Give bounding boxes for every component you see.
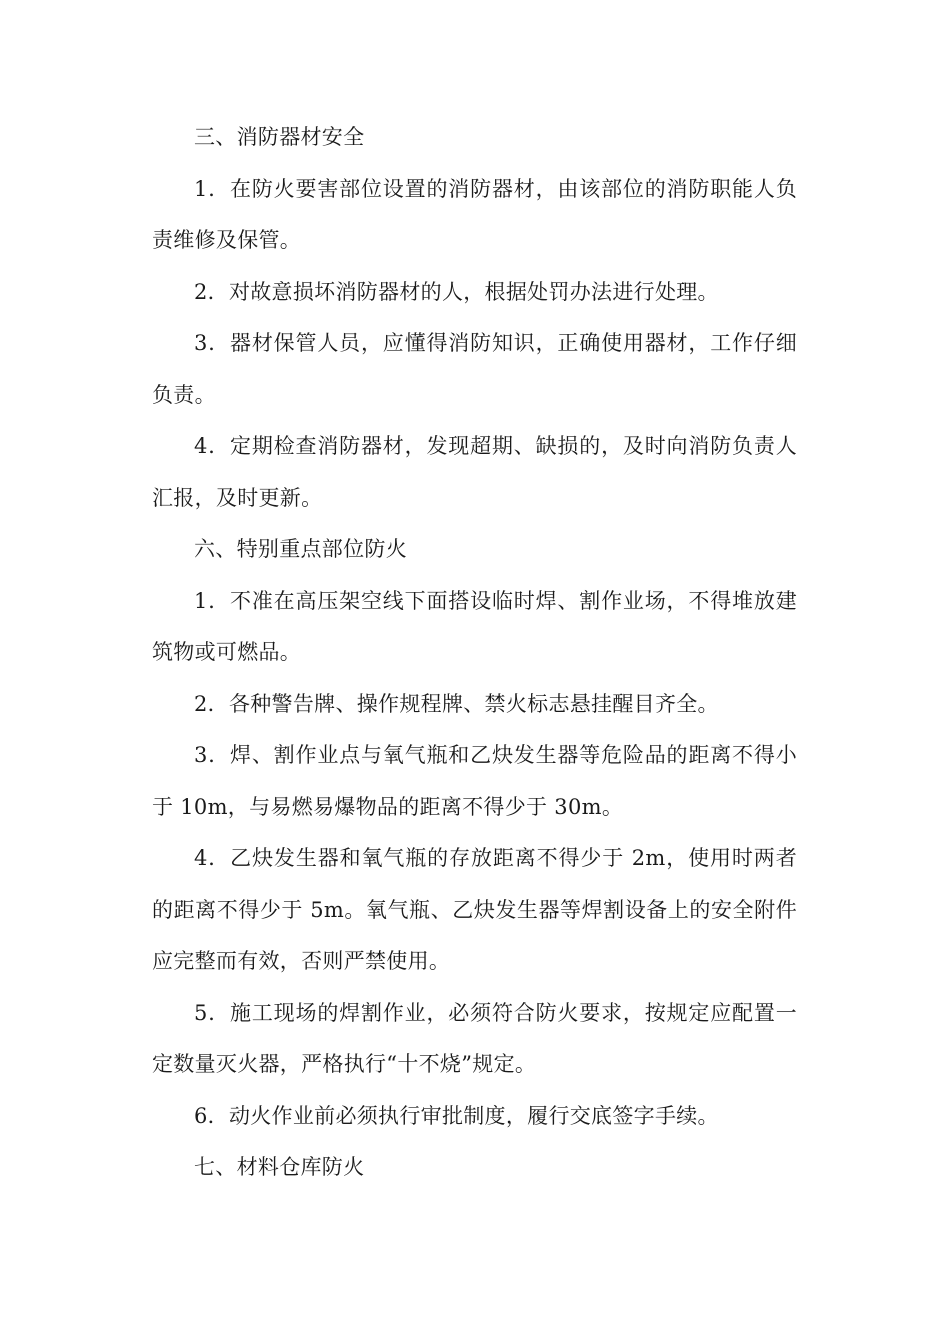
paragraph-item: 1．不准在高压架空线下面搭设临时焊、割作业场，不得堆放建筑物或可燃品。 — [152, 588, 797, 664]
section-heading-warehouse: 七、材料仓库防火 — [194, 1155, 365, 1179]
paragraph-item: 4．定期检查消防器材，发现超期、缺损的，及时向消防负责人汇报，及时更新。 — [152, 434, 797, 510]
section-heading-fire-equipment: 三、消防器材安全 — [194, 125, 365, 149]
document-body — [152, 112, 797, 1194]
section-heading-key-areas: 六、特别重点部位防火 — [194, 537, 407, 561]
paragraph-item: 3．器材保管人员，应懂得消防知识，正确使用器材，工作仔细负责。 — [152, 331, 797, 407]
paragraph-item: 3．焊、割作业点与氧气瓶和乙炔发生器等危险品的距离不得小于 10m，与易燃易爆物品的距离不得少于 30m。 — [152, 743, 797, 819]
paragraph-item: 2．对故意损坏消防器材的人，根据处罚办法进行处理。 — [194, 279, 719, 304]
paragraph-item: 5．施工现场的焊割作业，必须符合防火要求，按规定应配置一定数量灭火器，严格执行“十不烧”规定。 — [152, 1000, 797, 1076]
paragraph-item: 6．动火作业前必须执行审批制度，履行交底签字手续。 — [194, 1103, 719, 1128]
paragraph-item: 1．在防火要害部位设置的消防器材，由该部位的消防职能人负责维修及保管。 — [152, 176, 797, 252]
paragraph-item: 2．各种警告牌、操作规程牌、禁火标志悬挂醒目齐全。 — [194, 691, 719, 716]
paragraph-item: 4．乙炔发生器和氧气瓶的存放距离不得少于 2m，使用时两者的距离不得少于 5m。氧气瓶、乙炔发生器等焊割设备上的安全附件应完整而有效，否则严禁使用。 — [152, 846, 797, 973]
